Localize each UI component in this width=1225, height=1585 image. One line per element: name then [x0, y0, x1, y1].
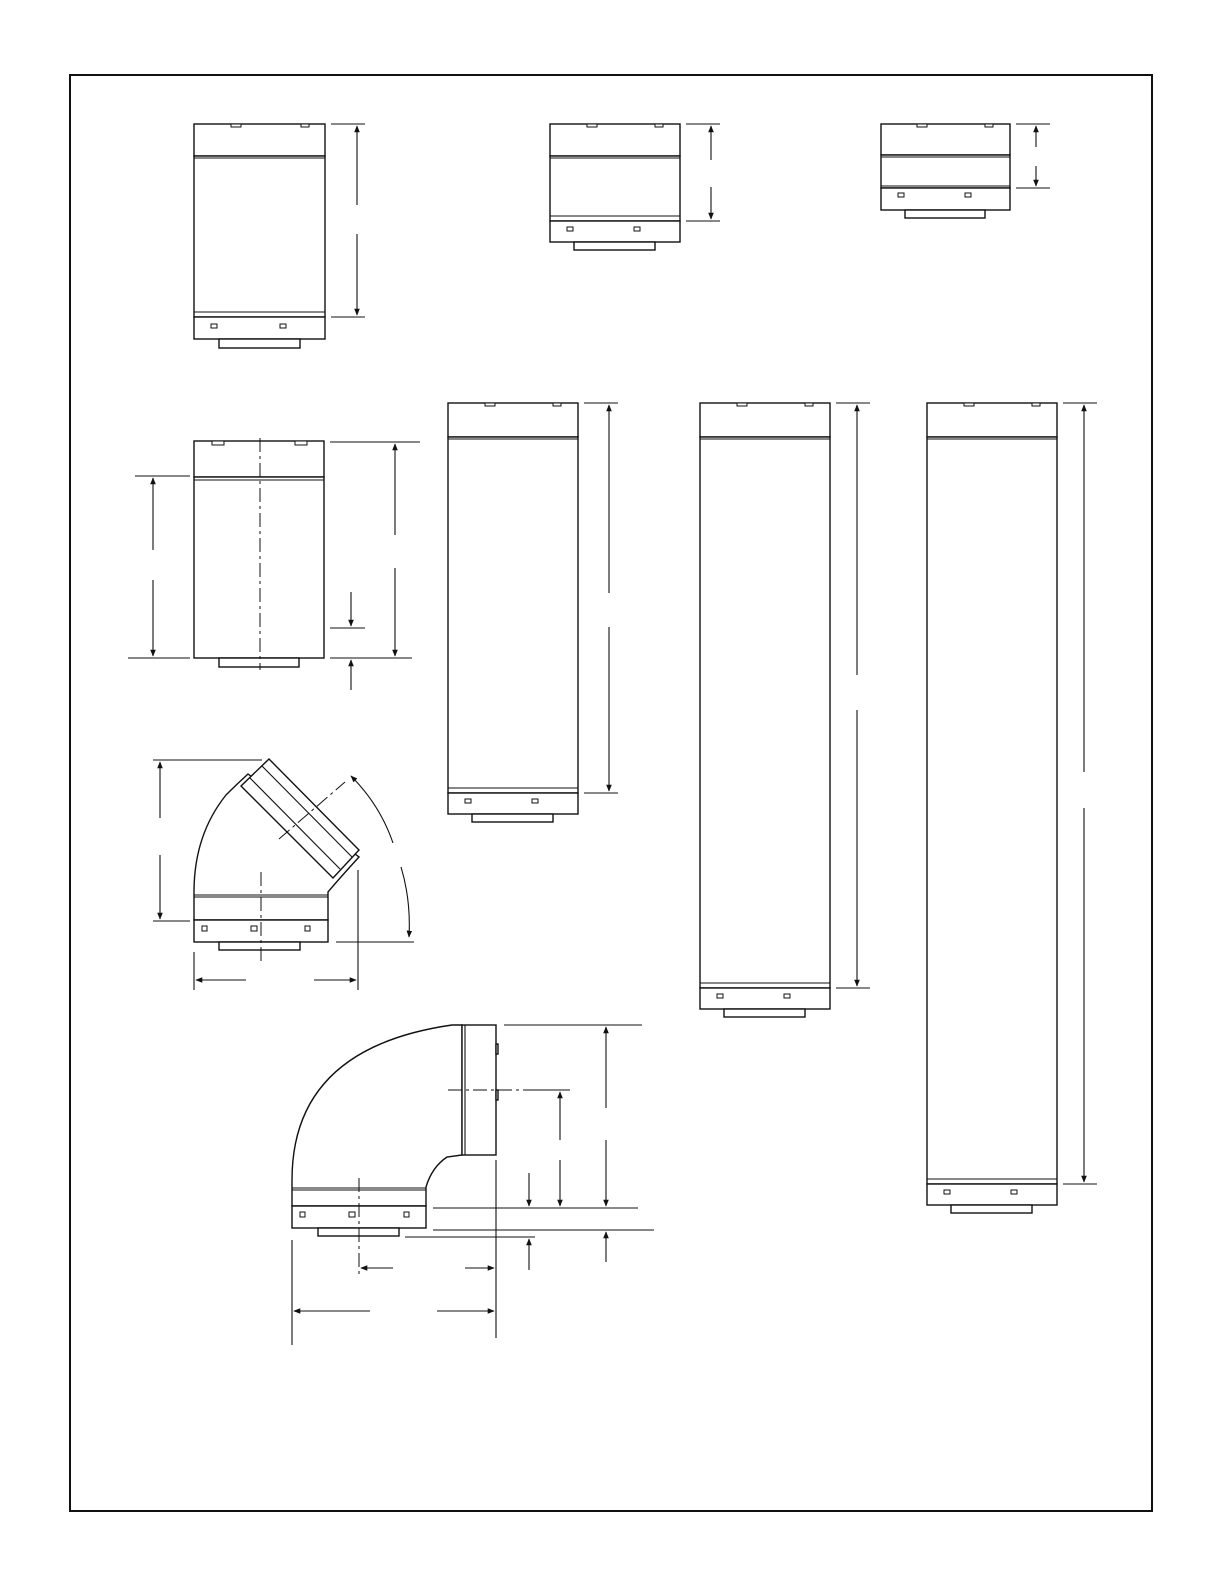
elbow-45-figure	[153, 759, 414, 990]
angle-dimension-arrow	[351, 776, 409, 937]
adjustable-pipe-figure	[128, 438, 420, 690]
elbow-90-figure	[292, 1025, 654, 1345]
straight-pipe-3-figure	[881, 124, 1050, 218]
straight-pipe-36-figure	[700, 403, 870, 1017]
straight-pipe-6-figure	[550, 124, 720, 250]
straight-pipe-24-figure	[448, 403, 618, 822]
straight-pipe-12-figure	[194, 124, 365, 348]
straight-pipe-48-figure	[927, 403, 1097, 1213]
